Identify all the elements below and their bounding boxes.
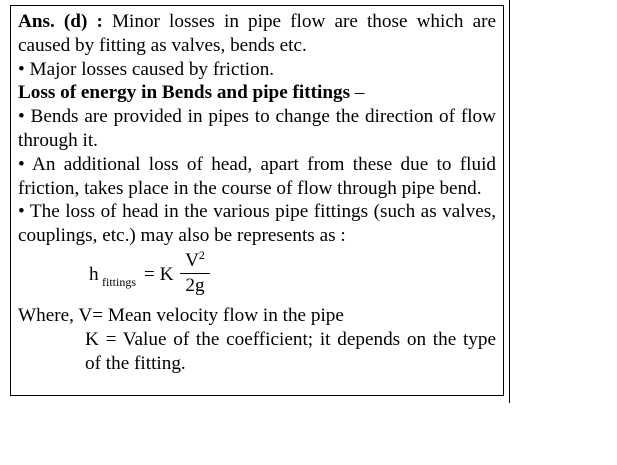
formula-superscript: 2 [198, 247, 205, 262]
answer-label: Ans. (d) : [18, 11, 103, 32]
formula-equals-k: = K [144, 263, 174, 285]
bullet-additional-loss: • An additional loss of head, apart from these due to fluid friction, takes place in the course of flow through pipe bend. [18, 153, 496, 199]
where-line: Where, V= Mean velocity flow in the pipe [18, 304, 344, 326]
coefficient-line: K = Value of the coefficient; it depends on the type of the fitting. [85, 328, 496, 374]
formula-fraction [180, 247, 210, 298]
answer-box [10, 5, 504, 396]
section-heading-dash: – [350, 82, 365, 104]
section-heading-text: Loss of energy in Bends and pipe fittings [18, 82, 351, 104]
formula-h: h [89, 263, 99, 285]
section-heading [18, 81, 496, 105]
bullet-major-losses: • Major losses caused by friction. [18, 58, 275, 80]
answer-intro-text: Minor losses in pipe flow are those which are caused by fitting as valves, bends etc. [18, 11, 496, 56]
formula-denominator: 2g [185, 274, 205, 296]
bullet-bends: • Bends are provided in pipes to change the direction of flow through it. [18, 106, 496, 151]
formula-subscript: fittings [102, 274, 137, 289]
formula-numerator [180, 247, 210, 274]
formula-numerator-v: V [185, 249, 199, 271]
page-right-rule [509, 0, 510, 403]
answer-intro [18, 10, 496, 58]
bullet-fittings-loss: • The loss of head in the various pipe fittings (such as valves, couplings, etc.) may also be represents as : [18, 201, 496, 247]
head-loss-formula [18, 247, 496, 304]
